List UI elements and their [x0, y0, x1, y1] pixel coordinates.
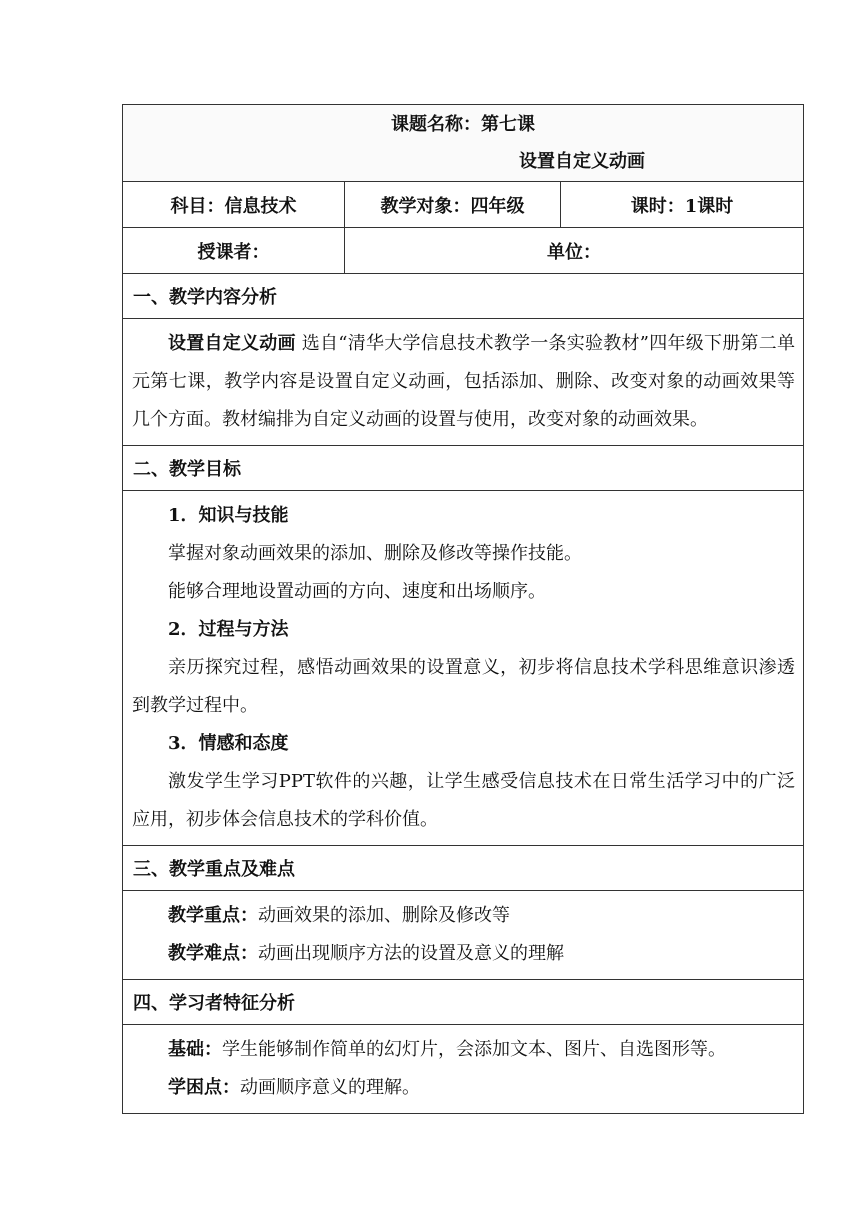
objective-paragraph: 掌握对象动画效果的添加、删除及修改等操作技能。 — [168, 543, 582, 564]
subject-cell: 科目：信息技术 — [123, 182, 345, 228]
content-analysis-lead: 设置自定义动画 — [168, 333, 296, 354]
section-heading-learner-analysis: 四、学习者特征分析 — [123, 980, 804, 1025]
difficulty-label: 教学难点： — [168, 943, 258, 964]
objective-paragraph: 激发学生学习PPT软件的兴趣，让学生感受信息技术在日常生活学习中的广泛应用，初步体会信息技术的学科价值。 — [132, 771, 795, 830]
objective-paragraph: 亲历探究过程，感悟动画效果的设置意义，初步将信息技术学科思维意识渗透到教学过程中。 — [132, 657, 795, 716]
lesson-subtitle: 设置自定义动画 — [519, 151, 645, 172]
learner-analysis-body — [123, 1025, 804, 1114]
objective-subheading-attitude: 3．情感和态度 — [168, 733, 289, 754]
section-heading-content-analysis: 一、教学内容分析 — [123, 274, 804, 319]
learner-basis-text: 学生能够制作简单的幻灯片，会添加文本、图片、自选图形等。 — [222, 1039, 726, 1060]
lesson-title: 课题名称：第七课 — [391, 114, 535, 135]
learner-basis-paragraph — [132, 1031, 795, 1069]
learner-difficulty-text: 动画顺序意义的理解。 — [240, 1077, 420, 1098]
section-heading-objectives: 二、教学目标 — [123, 446, 804, 491]
key-points-body — [123, 891, 804, 980]
lesson-plan-table — [122, 104, 804, 1114]
difficulty-paragraph — [132, 935, 795, 973]
teacher-cell: 授课者： — [123, 228, 345, 274]
learner-difficulty-paragraph — [132, 1069, 795, 1107]
title-cell — [123, 105, 804, 182]
audience-cell: 教学对象：四年级 — [345, 182, 561, 228]
objective-subheading-knowledge: 1．知识与技能 — [168, 505, 289, 526]
section-heading-key-points: 三、教学重点及难点 — [123, 846, 804, 891]
learner-basis-label: 基础： — [168, 1039, 222, 1060]
objective-paragraph: 能够合理地设置动画的方向、速度和出场顺序。 — [168, 581, 546, 602]
key-point-text: 动画效果的添加、删除及修改等 — [258, 905, 510, 926]
key-point-label: 教学重点： — [168, 905, 258, 926]
difficulty-text: 动画出现顺序方法的设置及意义的理解 — [258, 943, 564, 964]
unit-cell: 单位： — [345, 228, 804, 274]
content-analysis-paragraph — [132, 325, 795, 439]
learner-difficulty-label: 学困点： — [168, 1077, 240, 1098]
hours-cell: 课时：1课时 — [561, 182, 804, 228]
objectives-body — [123, 491, 804, 846]
content-analysis-body — [123, 319, 804, 446]
objective-subheading-process: 2．过程与方法 — [168, 619, 289, 640]
key-point-paragraph — [132, 897, 795, 935]
content-analysis-text: 选自“清华大学信息技术教学一条实验教材”四年级下册第二单元第七课，教学内容是设置自定义动画，包括添加、删除、改变对象的动画效果等几个方面。教材编排为自定义动画的设置与使用，改变对象的动画效果。 — [132, 333, 796, 430]
